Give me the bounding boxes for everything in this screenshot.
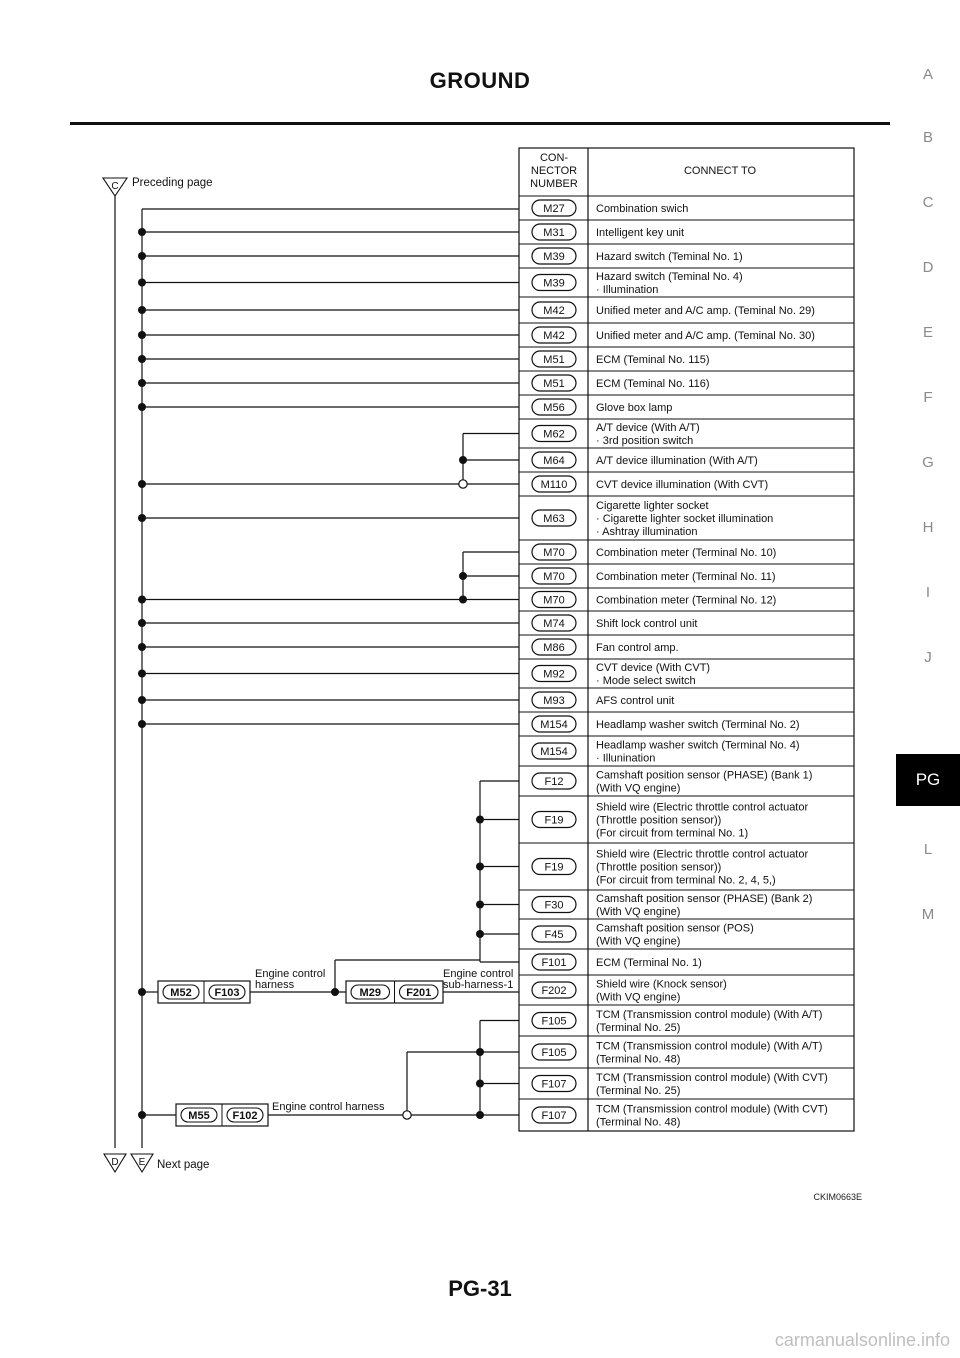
section-tab-e[interactable]: E xyxy=(922,324,933,341)
splice-dot xyxy=(138,355,146,363)
connect-to-label: Camshaft position sensor (PHASE) (Bank 1) xyxy=(596,769,813,782)
splice-dot xyxy=(138,403,146,411)
connector-number: M92 xyxy=(543,668,565,681)
connector-number: M62 xyxy=(543,428,565,441)
open-splice xyxy=(403,1111,411,1119)
harness-connector-number: M55 xyxy=(188,1110,210,1122)
section-tab-m[interactable]: M xyxy=(921,906,935,923)
splice-dot xyxy=(138,670,146,678)
splice-dot xyxy=(138,252,146,260)
connect-to-label: Headlamp washer switch (Terminal No. 2) xyxy=(596,719,800,731)
footer-watermark: carmanualsonline.info xyxy=(774,1330,950,1350)
connector-number: M70 xyxy=(543,571,565,583)
splice-dot xyxy=(138,228,146,236)
splice-dot xyxy=(138,1111,146,1119)
connector-number: M31 xyxy=(543,227,565,239)
connect-to-label: ECM (Terminal No. 1) xyxy=(596,957,702,969)
connector-number: F45 xyxy=(544,929,564,941)
connect-to-label: AFS control unit xyxy=(596,695,675,707)
connect-to-label: (Throttle position sensor)) xyxy=(596,861,722,874)
connect-to-label: (Terminal No. 25) xyxy=(596,1085,681,1097)
header-connector-number: NECTOR xyxy=(530,165,578,177)
harness-label: Engine control xyxy=(443,968,514,980)
connector-number: M70 xyxy=(543,547,565,559)
splice-dot xyxy=(476,1080,484,1088)
connect-to-label: · Mode select switch xyxy=(596,675,696,687)
page-connector-letter: C xyxy=(111,181,119,192)
connector-number: M39 xyxy=(543,277,565,290)
splice-dot xyxy=(138,514,146,522)
connect-to-label: · Cigarette lighter socket illumination xyxy=(596,513,774,525)
harness-label: Engine control harness xyxy=(272,1101,385,1113)
splice-dot xyxy=(476,816,484,824)
section-tab-f[interactable]: F xyxy=(923,389,933,406)
page-connector-letter: D xyxy=(111,1157,119,1168)
splice-dot xyxy=(138,596,146,604)
splice-dot xyxy=(138,379,146,387)
connector-number: F30 xyxy=(544,899,564,912)
connect-to-label: Unified meter and A/C amp. (Teminal No. 29) xyxy=(596,305,815,317)
connector-number: M63 xyxy=(543,513,565,525)
connector-number: M64 xyxy=(543,455,565,467)
connect-to-label: (Terminal No. 48) xyxy=(596,1116,681,1129)
connector-number: M110 xyxy=(540,479,568,491)
connect-to-label: Hazard switch (Teminal No. 1) xyxy=(596,251,743,263)
connect-to-label: Shield wire (Electric throttle control actuator xyxy=(596,801,809,814)
splice-dot xyxy=(138,306,146,314)
harness-label: sub-harness-1 xyxy=(443,979,514,991)
connect-to-label: A/T device (With A/T) xyxy=(596,422,700,434)
harness-connector-number: F102 xyxy=(232,1110,258,1122)
harness-connector-number: M29 xyxy=(359,987,381,999)
connector-number: F19 xyxy=(544,861,564,874)
connect-to-label: TCM (Transmission control module) (With CVT) xyxy=(596,1103,828,1116)
diagram-code: CKIM0663E xyxy=(813,1192,862,1202)
connector-number: F19 xyxy=(544,814,564,827)
splice-dot xyxy=(476,1048,484,1056)
next-page-label: Next page xyxy=(157,1159,210,1171)
splice-dot xyxy=(476,930,484,938)
connector-number: F107 xyxy=(541,1110,567,1122)
splice-dot xyxy=(476,1111,484,1119)
connect-to-label: TCM (Transmission control module) (With A/T) xyxy=(596,1009,823,1021)
splice-dot xyxy=(138,279,146,287)
connect-to-label: ECM (Teminal No. 116) xyxy=(596,378,710,390)
page-number: PG-31 xyxy=(448,1276,512,1301)
connect-to-label: Intelligent key unit xyxy=(596,227,685,239)
connector-number: F12 xyxy=(544,776,564,788)
connect-to-label: (With VQ engine) xyxy=(596,935,681,948)
connect-to-label: Hazard switch (Teminal No. 4) xyxy=(596,271,743,283)
connect-to-label: · 3rd position switch xyxy=(596,435,694,447)
connector-number: M70 xyxy=(543,594,565,607)
connect-to-label: (With VQ engine) xyxy=(596,782,681,795)
page-connector-letter: E xyxy=(138,1157,146,1168)
connect-to-label: Combination meter (Terminal No. 10) xyxy=(596,547,777,559)
connector-number: M42 xyxy=(543,330,565,342)
connect-to-label: Shift lock control unit xyxy=(596,618,698,630)
connector-number: M39 xyxy=(543,251,565,263)
connect-to-label: TCM (Transmission control module) (With CVT) xyxy=(596,1072,828,1084)
section-tab-c[interactable]: C xyxy=(922,194,934,211)
connector-number: M154 xyxy=(540,719,568,731)
connector-number: M51 xyxy=(543,378,565,390)
section-tab-l[interactable]: L xyxy=(923,841,933,858)
harness-connector-number: F103 xyxy=(214,987,240,999)
header-connector-number: NUMBER xyxy=(530,178,578,190)
connect-to-label: (For circuit from terminal No. 1) xyxy=(596,827,749,840)
harness-label: Engine control xyxy=(255,968,326,980)
connect-to-label: Cigarette lighter socket xyxy=(596,500,709,512)
connect-to-label: Glove box lamp xyxy=(596,402,673,414)
connector-number: M154 xyxy=(540,746,568,758)
connector-number: F105 xyxy=(541,1047,567,1059)
connect-to-label: TCM (Transmission control module) (With A/T) xyxy=(596,1040,823,1053)
splice-dot xyxy=(138,643,146,651)
connect-to-label: Combination meter (Terminal No. 12) xyxy=(596,594,777,607)
connect-to-label: A/T device illumination (With A/T) xyxy=(596,455,758,467)
splice-dot xyxy=(138,331,146,339)
connect-to-label: CVT device illumination (With CVT) xyxy=(596,479,769,491)
header-connect-to: CONNECT TO xyxy=(683,165,757,177)
splice-dot xyxy=(476,863,484,871)
splice-dot xyxy=(138,619,146,627)
connect-to-label: Unified meter and A/C amp. (Teminal No. 30) xyxy=(596,330,815,342)
connect-to-label: (With VQ engine) xyxy=(596,906,681,918)
harness-connector-number: F201 xyxy=(406,987,432,999)
connect-to-label: (With VQ engine) xyxy=(596,991,681,1004)
splice-dot xyxy=(459,572,467,580)
connect-to-label: (Terminal No. 48) xyxy=(596,1053,681,1066)
connector-number: F105 xyxy=(541,1015,567,1028)
connect-to-label: Shield wire (Electric throttle control actuator xyxy=(596,848,809,861)
connect-to-label: · Ashtray illumination xyxy=(596,526,698,538)
connect-to-label: (Throttle position sensor)) xyxy=(596,814,722,827)
connect-to-label: (For circuit from terminal No. 2, 4, 5,) xyxy=(596,874,776,887)
section-tab-g[interactable]: G xyxy=(922,454,934,471)
connector-number: M93 xyxy=(543,695,565,707)
connect-to-label: ECM (Teminal No. 115) xyxy=(596,354,710,366)
connect-to-label: Combination meter (Terminal No. 11) xyxy=(596,571,776,583)
section-tab-a[interactable]: A xyxy=(922,66,933,83)
connect-to-label: Fan control amp. xyxy=(596,642,679,654)
connect-to-label: (Terminal No. 25) xyxy=(596,1022,681,1034)
splice-dot xyxy=(459,596,467,604)
open-splice xyxy=(459,480,467,488)
connect-to-label: · Illumination xyxy=(596,284,659,296)
section-tab-b[interactable]: B xyxy=(922,129,933,146)
splice-dot xyxy=(138,988,146,996)
connector-number: M51 xyxy=(543,354,565,366)
connect-to-label: Headlamp washer switch (Terminal No. 4) xyxy=(596,739,800,752)
connect-to-label: Camshaft position sensor (PHASE) (Bank 2) xyxy=(596,893,813,905)
connector-number: F202 xyxy=(541,985,567,997)
connector-number: F101 xyxy=(541,957,567,969)
section-tab-h[interactable]: H xyxy=(922,519,934,536)
splice-dot xyxy=(476,901,484,909)
harness-label: harness xyxy=(255,979,295,991)
connect-to-label: CVT device (With CVT) xyxy=(596,662,711,674)
section-tab-j[interactable]: J xyxy=(924,649,932,666)
connect-to-label: Combination swich xyxy=(596,203,689,215)
connect-to-label: Camshaft position sensor (POS) xyxy=(596,922,754,935)
splice-dot xyxy=(138,696,146,704)
section-tab-d[interactable]: D xyxy=(922,259,934,276)
page-title: GROUND xyxy=(429,68,531,93)
connect-to-label: Shield wire (Knock sensor) xyxy=(596,978,727,991)
connector-number: M86 xyxy=(543,642,565,654)
header-connector-number: CON- xyxy=(539,152,569,164)
harness-connector-number: M52 xyxy=(170,987,192,999)
connect-to-label: · Illunination xyxy=(596,752,656,765)
splice-dot xyxy=(138,720,146,728)
preceding-page-label: Preceding page xyxy=(132,177,213,189)
connector-number: F107 xyxy=(541,1078,567,1091)
connector-number: M56 xyxy=(543,402,565,414)
connector-number: M42 xyxy=(543,305,565,317)
section-tab-i[interactable]: I xyxy=(925,584,931,601)
connector-number: M27 xyxy=(543,203,565,215)
section-tab-pg[interactable]: PG xyxy=(896,754,960,806)
connector-number: M74 xyxy=(543,618,565,630)
splice-dot xyxy=(138,480,146,488)
